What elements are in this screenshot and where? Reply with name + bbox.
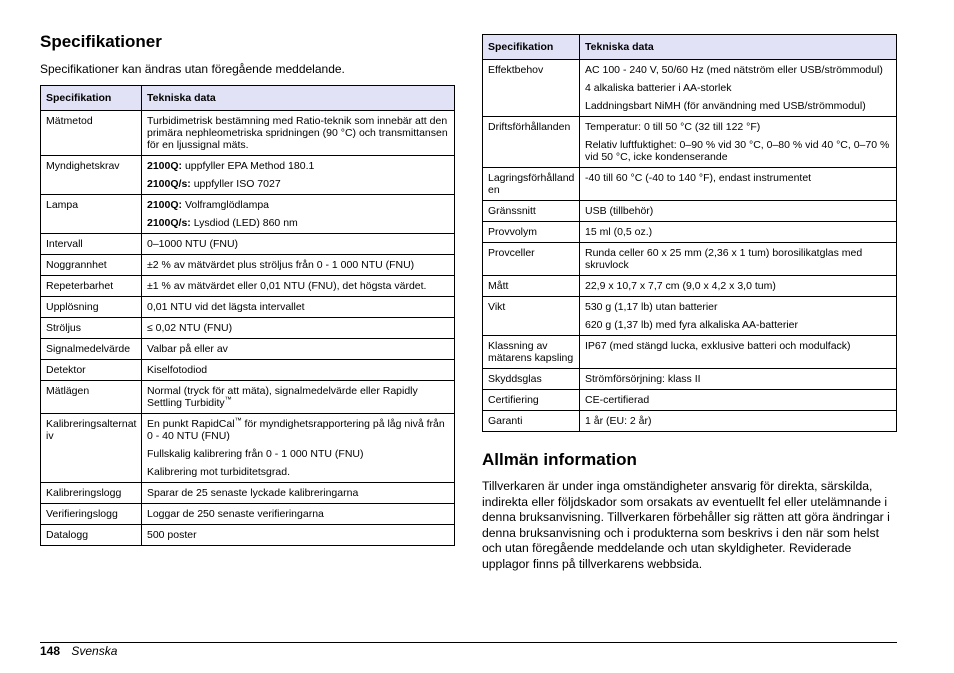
spec-value-line: Kiselfotodiod	[147, 364, 208, 376]
spec-value-line: ≤ 0,02 NTU (FNU)	[147, 322, 233, 334]
table-row	[483, 390, 897, 411]
spec-value-cell	[580, 336, 897, 369]
spec-name-cell: Vikt	[483, 297, 580, 336]
spec-value-line	[147, 199, 450, 211]
spec-value-line: 4 alkaliska batterier i AA-storlek	[585, 82, 732, 94]
table-row	[483, 168, 897, 201]
model-label: 2100Q/s:	[147, 178, 191, 190]
table-body	[41, 111, 455, 546]
spec-value-line: 0,01 NTU vid det lägsta intervallet	[147, 301, 305, 313]
spec-value-cell	[142, 483, 455, 504]
model-value: uppfyller EPA Method 180.1	[182, 160, 315, 172]
spec-name-cell: Lampa	[41, 195, 142, 234]
spec-value-line: AC 100 - 240 V, 50/60 Hz (med nätström eller USB/strömmodul)	[585, 64, 883, 76]
spec-value-cell	[142, 195, 455, 234]
spec-value-cell	[580, 411, 897, 432]
model-label: 2100Q:	[147, 160, 183, 172]
spec-value-cell	[142, 276, 455, 297]
spec-name-cell: Intervall	[41, 234, 142, 255]
specifications-table-left	[40, 85, 455, 546]
specifications-heading: Specifikationer	[40, 32, 162, 51]
spec-name-cell: Myndighetskrav	[41, 156, 142, 195]
spec-name-cell: Lagringsförhållanden	[483, 168, 580, 201]
table-row	[41, 360, 455, 381]
table-row	[483, 201, 897, 222]
spec-name-cell: Certifiering	[483, 390, 580, 411]
spec-value-cell	[142, 504, 455, 525]
left-column	[40, 32, 455, 546]
table-row	[41, 297, 455, 318]
spec-name-cell: Kalibreringslogg	[41, 483, 142, 504]
table-row	[483, 369, 897, 390]
spec-name-cell: Garanti	[483, 411, 580, 432]
table-row	[41, 234, 455, 255]
spec-value-cell	[142, 381, 455, 414]
spec-name-cell: Verifieringslogg	[41, 504, 142, 525]
spec-value-line: Strömförsörjning: klass II	[585, 373, 701, 385]
spec-value-cell	[580, 390, 897, 411]
spec-name-cell: Effektbehov	[483, 60, 580, 117]
spec-name-cell: Mätmetod	[41, 111, 142, 156]
table-row	[41, 276, 455, 297]
spec-name-cell: Provvolym	[483, 222, 580, 243]
spec-value-cell	[580, 222, 897, 243]
specifications-intro: Specifikationer kan ändras utan föregående meddelande.	[40, 62, 345, 76]
spec-value-line: Sparar de 25 senaste lyckade kalibreringarna	[147, 487, 359, 499]
header-specification: Specifikation	[41, 86, 142, 111]
model-value: Volframglödlampa	[182, 199, 269, 211]
table-row	[41, 255, 455, 276]
spec-name-cell: Upplösning	[41, 297, 142, 318]
table-row	[483, 60, 897, 117]
spec-value-line	[147, 160, 450, 172]
spec-value-line: Temperatur: 0 till 50 °C (32 till 122 °F)	[585, 121, 761, 133]
table-row	[41, 111, 455, 156]
spec-value-line: Loggar de 250 senaste verifieringarna	[147, 508, 324, 520]
spec-value-line: Runda celler 60 x 25 mm (2,36 x 1 tum) borosilikatglas med skruvlock	[585, 247, 863, 271]
table-header-row	[483, 35, 897, 60]
table-row	[483, 411, 897, 432]
table-row	[41, 156, 455, 195]
table-row	[41, 504, 455, 525]
spec-value-line: Laddningsbart NiMH (för användning med USB/strömmodul)	[585, 100, 866, 112]
spec-value-cell	[580, 60, 897, 117]
spec-value-line: IP67 (med stängd lucka, exklusive batteri och modulfack)	[585, 340, 851, 352]
spec-name-cell: Provceller	[483, 243, 580, 276]
spec-value-cell	[142, 360, 455, 381]
model-label: 2100Q:	[147, 199, 183, 211]
table-row	[41, 525, 455, 546]
spec-name-cell: Repeterbarhet	[41, 276, 142, 297]
spec-name-cell: Skyddsglas	[483, 369, 580, 390]
table-row	[41, 339, 455, 360]
spec-value-line: CE-certifierad	[585, 394, 650, 406]
spec-name-cell: Detektor	[41, 360, 142, 381]
table-header-row	[41, 86, 455, 111]
spec-value-line: 500 poster	[147, 529, 197, 541]
table-row	[41, 195, 455, 234]
spec-value-line: Kalibrering mot turbiditetsgrad.	[147, 466, 290, 478]
spec-value-cell	[580, 297, 897, 336]
spec-value-line: En punkt RapidCal™ för myndighetsrapportering på låg nivå från 0 - 40 NTU (FNU)	[147, 417, 445, 442]
spec-value-cell	[580, 117, 897, 168]
spec-value-line: Turbidimetrisk bestämning med Ratio-teknik som innebär att den primära nephleometriska spridningen (90 °C) och transmittansen för en ljussignal mäts.	[147, 115, 448, 151]
spec-value-line: 530 g (1,17 lb) utan batterier	[585, 301, 718, 313]
spec-value-cell	[142, 111, 455, 156]
spec-value-cell	[580, 276, 897, 297]
table-row	[41, 414, 455, 483]
spec-value-line: 15 ml (0,5 oz.)	[585, 226, 653, 238]
table-row	[41, 318, 455, 339]
spec-value-line: Normal (tryck för att mäta), signalmedelvärde eller Rapidly Settling Turbidity™	[147, 385, 418, 409]
spec-name-cell: Datalogg	[41, 525, 142, 546]
spec-value-cell	[142, 297, 455, 318]
spec-value-line: 0–1000 NTU (FNU)	[147, 238, 239, 250]
spec-value-line: 22,9 x 10,7 x 7,7 cm (9,0 x 4,2 x 3,0 tum)	[585, 280, 776, 292]
spec-value-cell	[142, 234, 455, 255]
model-value: Lysdiod (LED) 860 nm	[190, 217, 298, 229]
spec-value-line: 620 g (1,37 lb) med fyra alkaliska AA-batterier	[585, 319, 799, 331]
footer-divider	[40, 642, 897, 643]
header-technical-data: Tekniska data	[142, 86, 455, 111]
spec-value-line	[147, 217, 450, 229]
table-body	[483, 60, 897, 432]
spec-value-cell	[580, 201, 897, 222]
page-number: 148	[40, 644, 61, 658]
spec-value-line: USB (tillbehör)	[585, 205, 654, 217]
spec-name-cell: Klassning av mätarens kapsling	[483, 336, 580, 369]
general-information-paragraph: Tillverkaren är under inga omständigheter ansvarig för direkta, särskilda, indirekta eller följdskador som orsakats av eventuellt fel eller utelämnande i denna bruksanvisning. Tillverkaren förbehåller sig rätten att göra ändringar i denna bruksanvisning och i produkterna som beskrivs i den när som helst och utan föregående meddelande och utan skyldigheter. Reviderade upplagor finns på tillverkarens webbsida.	[482, 479, 890, 571]
spec-value-cell	[142, 156, 455, 195]
table-row	[483, 222, 897, 243]
spec-value-cell	[580, 369, 897, 390]
model-value: uppfyller ISO 7027	[190, 178, 281, 190]
header-technical-data: Tekniska data	[580, 35, 897, 60]
spec-value-line: Valbar på eller av	[147, 343, 228, 355]
spec-value-line: Fullskalig kalibrering från 0 - 1 000 NTU (FNU)	[147, 448, 364, 460]
table-row	[483, 243, 897, 276]
spec-name-cell: Mätlägen	[41, 381, 142, 414]
spec-name-cell: Ströljus	[41, 318, 142, 339]
table-row	[483, 336, 897, 369]
header-specification: Specifikation	[483, 35, 580, 60]
spec-value-cell	[142, 339, 455, 360]
general-information-heading: Allmän information	[482, 450, 637, 469]
spec-name-cell: Noggrannhet	[41, 255, 142, 276]
table-row	[41, 381, 455, 414]
spec-name-cell: Mått	[483, 276, 580, 297]
spec-value-cell	[142, 414, 455, 483]
right-column	[482, 34, 897, 572]
spec-value-line	[147, 178, 450, 190]
spec-value-line: ±1 % av mätvärdet eller 0,01 NTU (FNU), det högsta värdet.	[147, 280, 427, 292]
spec-value-cell	[580, 168, 897, 201]
spec-value-cell	[142, 525, 455, 546]
spec-value-line: Relativ luftfuktighet: 0–90 % vid 30 °C, 0–80 % vid 40 °C, 0–70 % vid 50 °C, icke kondenserande	[585, 139, 890, 163]
spec-value-cell	[142, 255, 455, 276]
spec-name-cell: Signalmedelvärde	[41, 339, 142, 360]
spec-value-cell	[142, 318, 455, 339]
language-label: Svenska	[71, 644, 118, 658]
spec-name-cell: Gränssnitt	[483, 201, 580, 222]
model-label: 2100Q/s:	[147, 217, 191, 229]
spec-name-cell: Driftsförhållanden	[483, 117, 580, 168]
page-footer	[40, 644, 117, 658]
spec-value-line: -40 till 60 °C (-40 to 140 °F), endast instrumentet	[585, 172, 812, 184]
spec-name-cell: Kalibreringsalternativ	[41, 414, 142, 483]
table-row	[483, 117, 897, 168]
spec-value-cell	[580, 243, 897, 276]
table-row	[483, 297, 897, 336]
spec-value-line: 1 år (EU: 2 år)	[585, 415, 652, 427]
table-row	[41, 483, 455, 504]
specifications-table-right	[482, 34, 897, 432]
spec-value-line: ±2 % av mätvärdet plus ströljus från 0 - 1 000 NTU (FNU)	[147, 259, 415, 271]
table-row	[483, 276, 897, 297]
